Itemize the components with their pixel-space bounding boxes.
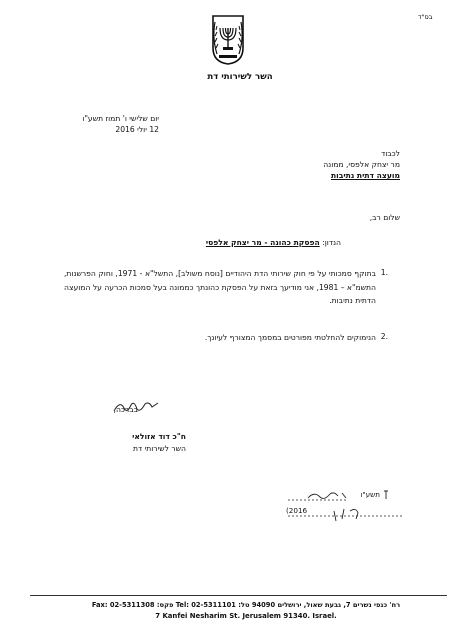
minister-title: השר לשירותי דת [207,72,273,82]
footer-contact-line: רח' כנפי נשרים 7, גבעת שאול, ירושלים 94090 טל: 02-5311101 :Tel פקס: 02-5311308 :Fax [91,601,401,609]
paragraph-1-number: 1. [380,268,388,277]
hebrew-date: יום שלישי ו' תמוז תשע"ו [82,114,159,123]
paragraph-2-number: 2. [380,332,388,341]
stamp-year-label: תשע"ו [360,490,380,499]
gregorian-date: 12 יולי 2016 [115,125,159,134]
footer-divider [30,595,447,596]
closing: בברכה, [113,405,138,414]
paragraph-2-text: הנימוקים להחלטתי מפורטים במסמך המצורף לעיונך. [204,333,376,342]
subject-text: הפסקת כהונה - מר יצחק אלפסי [205,238,320,247]
subject-label: הנדון: [322,238,341,247]
stamp-year-bottom: (2016 [286,506,308,515]
subject-line [206,237,341,248]
greeting: שלום רב, [369,213,400,222]
recipient-block [220,148,400,181]
recipient-council: מועצה דתית נתיבות [331,171,400,180]
footer-address-line: 7 Kanfei Nesharim St. Jerusalem 91340. Israel. [155,612,337,620]
state-emblem-icon [209,14,247,66]
recipient-name: מר יצחק אלפסי, ממונה [323,160,400,169]
bsd-mark: בס"ד [418,13,433,21]
recipient-honorific: לכבוד [381,149,400,158]
paragraph-1-text: בתוקף סמכותי על פי חוק שירותי הדת היהודיים [נוסח משולב], התשל"א - 1971, וחוק הפרשנות, התשמ"א – 1981, אני מודיעך בזאת על הפסקת כהונתך כממונה בעל סמכות הכרעה על המועצה הדתית נתיבות. [64,269,376,305]
signatory-role: השר לשירותי דת [132,444,186,453]
signatory-name: ח"כ דוד אזולאי [132,432,186,441]
